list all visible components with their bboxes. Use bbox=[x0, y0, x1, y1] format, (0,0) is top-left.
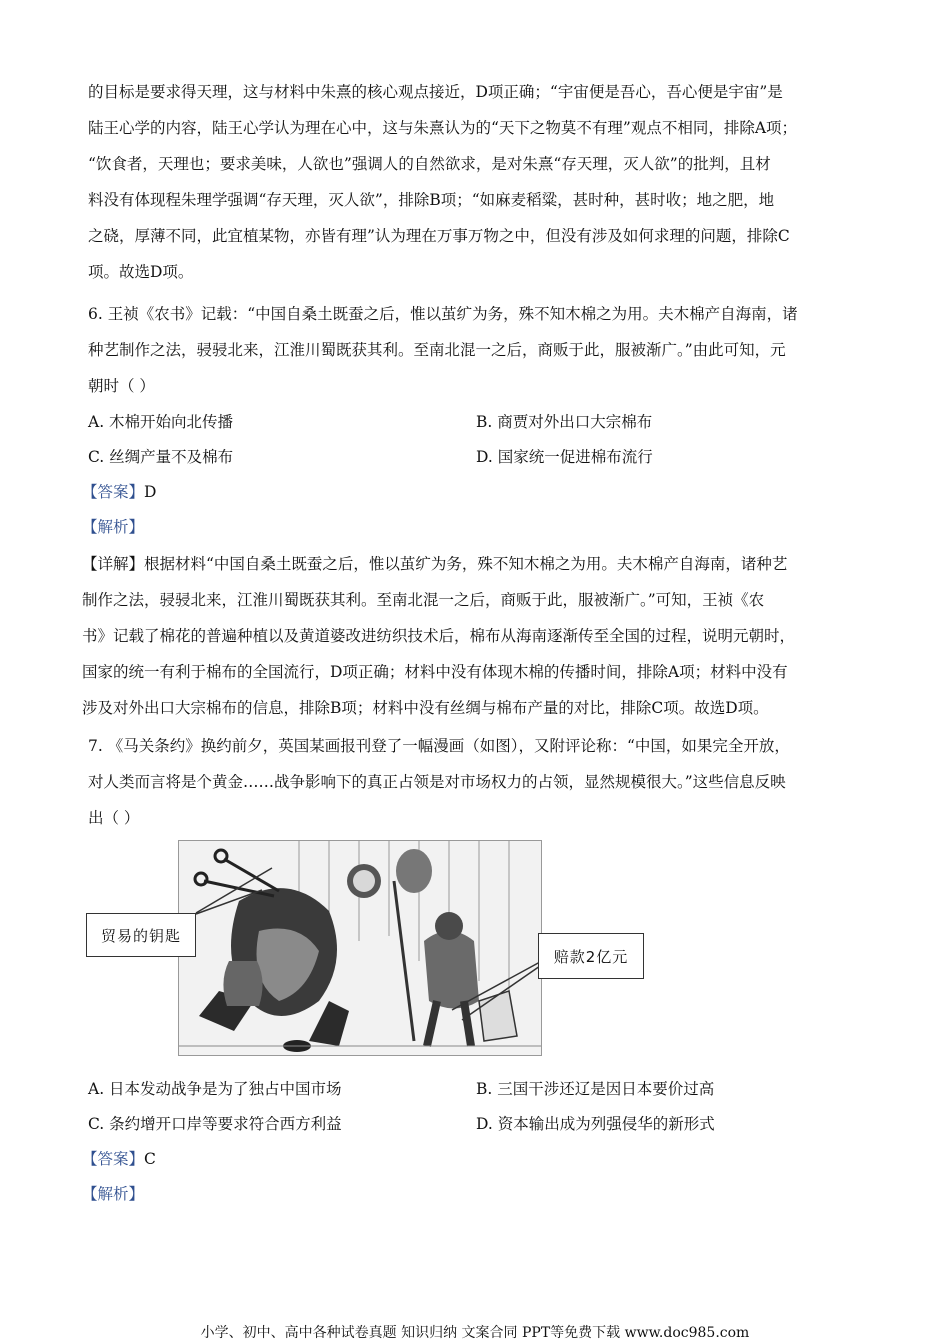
q6-option-b: B. 商贾对外出口大宗棉布 bbox=[476, 413, 653, 431]
q7-option-b: B. 三国干涉还辽是因日本要价过高 bbox=[476, 1080, 715, 1098]
stem-line: 朝时（ ） bbox=[88, 377, 155, 395]
callout-trade-key: 贸易的钥匙 bbox=[86, 913, 196, 957]
intro-line: 之硗，厚薄不同，此宜植某物，亦皆有理”认为理在万事万物之中，但没有涉及如何求理的问题，排除C bbox=[88, 227, 790, 245]
detail-line: 国家的统一有利于棉布的全国流行，D项正确；材料中没有体现木棉的传播时间，排除A项；材料中没有 bbox=[82, 663, 788, 681]
detail-line: 【详解】根据材料“中国自桑土既蚕之后，惟以茧纩为务，殊不知木棉之为用。夫木棉产自海南，诸种艺 bbox=[82, 555, 788, 573]
q7-answer bbox=[82, 1147, 156, 1171]
answer-tag: 【答案】 bbox=[82, 483, 145, 501]
page-footer: 小学、初中、高中各种试卷真题 知识归纳 文案合同 PPT等免费下载 www.doc985.com bbox=[200, 1325, 750, 1341]
stem-line: 出（ ） bbox=[88, 809, 140, 827]
q7-option-c: C. 条约增开口岸等要求符合西方利益 bbox=[88, 1115, 342, 1133]
q6-option-a: A. 木棉开始向北传播 bbox=[88, 413, 234, 431]
q7-option-a: A. 日本发动战争是为了独占中国市场 bbox=[88, 1080, 342, 1098]
intro-line: 陆王心学的内容，陆王心学认为理在心中，这与朱熹认为的“天下之物莫不有理”观点不相同，排除A项； bbox=[88, 119, 798, 137]
q7-option-d: D. 资本输出成为列强侵华的新形式 bbox=[476, 1115, 715, 1133]
detail-line: 涉及对外出口大宗棉布的信息，排除B项；材料中没有丝绸与棉布产量的对比，排除C项。故选D项。 bbox=[82, 699, 769, 717]
intro-line: 料没有体现程朱理学强调“存天理，灭人欲”，排除B项；“如麻麦稻粱，甚时种，甚时收；地之肥，地 bbox=[88, 191, 775, 209]
stem-line: 7. 《马关条约》换约前夕，英国某画报刊登了一幅漫画（如图），又附评论称：“中国，如果完全开放， bbox=[88, 737, 790, 755]
q7-analysis-tag: 【解析】 bbox=[82, 1185, 145, 1203]
q6-option-c: C. 丝绸产量不及棉布 bbox=[88, 448, 234, 466]
stem-line: 对人类而言将是个黄金……战争影响下的真正占领是对市场权力的占领，显然规模很大。”这些信息反映 bbox=[88, 773, 786, 791]
answer-tag: 【答案】 bbox=[82, 1150, 145, 1168]
q6-option-d: D. 国家统一促进棉布流行 bbox=[476, 448, 653, 466]
stem-line: 种艺制作之法，骎骎北来，江淮川蜀既获其利。至南北混一之后，商贩于此，服被渐广。”由此可知，元 bbox=[88, 341, 786, 359]
answer-value: D bbox=[144, 483, 157, 501]
detail-line: 书》记载了棉花的普遍种植以及黄道婆改进纺织技术后，棉布从海南逐渐传至全国的过程，说明元朝时， bbox=[82, 627, 796, 645]
intro-line: “饮食者，天理也；要求美味，人欲也”强调人的自然欲求，是对朱熹“存天理，灭人欲”的批判，且材 bbox=[88, 155, 771, 173]
stem-line: 6. 王祯《农书》记载：“中国自桑土既蚕之后，惟以茧纩为务，殊不知木棉之为用。夫木棉产自海南，诸 bbox=[88, 305, 798, 323]
intro-line: 的目标是要求得天理，这与材料中朱熹的核心观点接近，D项正确；“宇宙便是吾心，吾心便是宇宙”是 bbox=[88, 83, 783, 101]
detail-line: 制作之法，骎骎北来，江淮川蜀既获其利。至南北混一之后，商贩于此，服被渐广。”可知，王祯《农 bbox=[82, 591, 765, 609]
intro-line: 项。故选D项。 bbox=[88, 263, 194, 281]
answer-value: C bbox=[144, 1150, 156, 1168]
callout-indemnity: 赔款2亿元 bbox=[538, 933, 644, 979]
q6-analysis-tag: 【解析】 bbox=[82, 518, 145, 536]
